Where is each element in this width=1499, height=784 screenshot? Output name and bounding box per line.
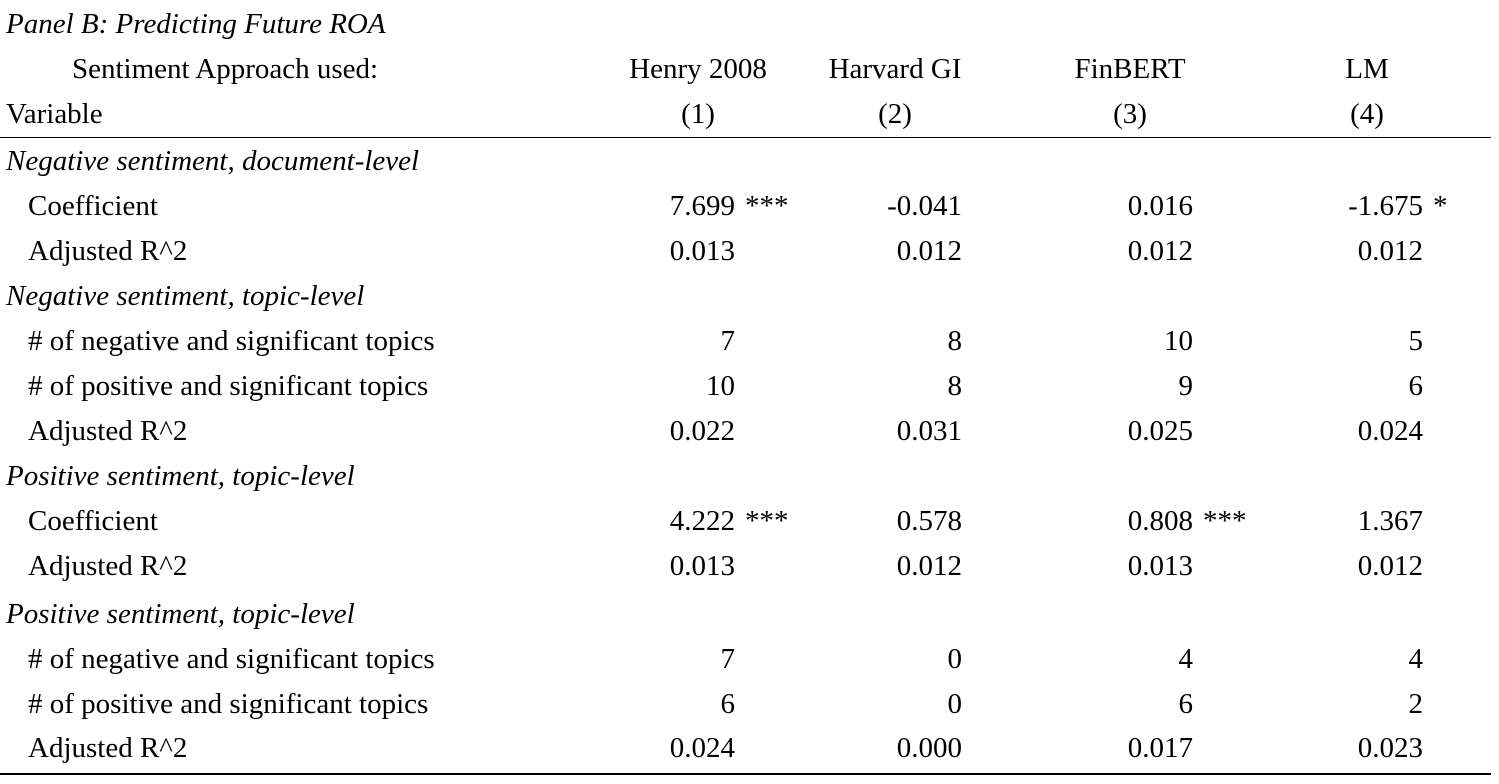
- header-row-approaches: [0, 45, 1499, 93]
- table-row: [0, 724, 1499, 772]
- table-row: [0, 680, 1499, 728]
- value-cell: 10: [706, 370, 735, 402]
- value-cell: 0.013: [669, 235, 735, 267]
- table-row: [0, 635, 1499, 683]
- column-index-3: (3): [1113, 98, 1147, 130]
- column-header-lm: LM: [1345, 53, 1389, 85]
- table-row: [0, 182, 1499, 230]
- value-cell: 10: [1164, 325, 1193, 357]
- section-title: Positive sentiment, topic-level: [6, 460, 355, 492]
- value-cell: 0.013: [1127, 550, 1193, 582]
- table-row: [0, 362, 1499, 410]
- row-label: Adjusted R^2: [28, 732, 188, 764]
- panel-title-row: [0, 0, 1499, 48]
- value-cell: 0.013: [669, 550, 735, 582]
- column-index-4: (4): [1350, 98, 1384, 130]
- row-label: Adjusted R^2: [28, 235, 188, 267]
- value-cell: 0.808: [1127, 505, 1193, 537]
- column-header-harvard: Harvard GI: [828, 53, 962, 85]
- section-title: Negative sentiment, document-level: [6, 145, 420, 177]
- value-cell: 0.012: [896, 550, 962, 582]
- table-bottom-rule: [0, 773, 1491, 775]
- significance-stars: ***: [745, 190, 789, 222]
- value-cell: 8: [947, 370, 962, 402]
- row-label: Coefficient: [28, 190, 158, 222]
- value-cell: 2: [1408, 688, 1423, 720]
- table-row: [0, 407, 1499, 455]
- value-cell: 0: [947, 688, 962, 720]
- section-title-row: [0, 452, 1499, 500]
- value-cell: 1.367: [1357, 505, 1423, 537]
- variable-label: Variable: [6, 98, 103, 130]
- value-cell: 0.024: [1357, 415, 1423, 447]
- value-cell: 6: [1178, 688, 1193, 720]
- value-cell: 0.017: [1127, 732, 1193, 764]
- section-title: Positive sentiment, topic-level: [6, 598, 355, 630]
- value-cell: 0.012: [1357, 550, 1423, 582]
- value-cell: 0.022: [669, 415, 735, 447]
- value-cell: 0.023: [1357, 732, 1423, 764]
- value-cell: 0.031: [896, 415, 962, 447]
- value-cell: -1.675: [1348, 190, 1423, 222]
- value-cell: 7: [720, 325, 735, 357]
- table-row: [0, 497, 1499, 545]
- table-row: [0, 317, 1499, 365]
- value-cell: 0: [947, 643, 962, 675]
- value-cell: 7: [720, 643, 735, 675]
- value-cell: -0.041: [887, 190, 962, 222]
- value-cell: 0.024: [669, 732, 735, 764]
- row-label: # of negative and significant topics: [28, 643, 435, 675]
- panel-title: Panel B: Predicting Future ROA: [6, 8, 386, 40]
- column-index-2: (2): [878, 98, 912, 130]
- table-row: [0, 542, 1499, 590]
- section-title-row: [0, 590, 1499, 638]
- value-cell: 7.699: [669, 190, 735, 222]
- value-cell: 0.578: [896, 505, 962, 537]
- value-cell: 0.000: [896, 732, 962, 764]
- row-label: Coefficient: [28, 505, 158, 537]
- column-header-henry: Henry 2008: [629, 53, 767, 85]
- value-cell: 0.012: [1357, 235, 1423, 267]
- section-title-row: [0, 137, 1499, 185]
- value-cell: 0.025: [1127, 415, 1193, 447]
- column-index-1: (1): [681, 98, 715, 130]
- significance-stars: *: [1433, 190, 1448, 222]
- value-cell: 9: [1178, 370, 1193, 402]
- value-cell: 6: [720, 688, 735, 720]
- row-label: # of positive and significant topics: [28, 370, 429, 402]
- value-cell: 0.012: [1127, 235, 1193, 267]
- value-cell: 4: [1408, 643, 1423, 675]
- row-label: # of positive and significant topics: [28, 688, 429, 720]
- row-label: # of negative and significant topics: [28, 325, 435, 357]
- value-cell: 4.222: [669, 505, 735, 537]
- row-label: Adjusted R^2: [28, 415, 188, 447]
- section-title-row: [0, 272, 1499, 320]
- column-header-finbert: FinBERT: [1074, 53, 1186, 85]
- value-cell: 6: [1408, 370, 1423, 402]
- header-row-indices: [0, 90, 1499, 138]
- significance-stars: ***: [745, 505, 789, 537]
- value-cell: 0.016: [1127, 190, 1193, 222]
- significance-stars: ***: [1203, 505, 1247, 537]
- value-cell: 4: [1178, 643, 1193, 675]
- row-label: Adjusted R^2: [28, 550, 188, 582]
- section-title: Negative sentiment, topic-level: [6, 280, 365, 312]
- value-cell: 8: [947, 325, 962, 357]
- value-cell: 5: [1408, 325, 1423, 357]
- approach-label: Sentiment Approach used:: [72, 53, 379, 85]
- value-cell: 0.012: [896, 235, 962, 267]
- table-row: [0, 227, 1499, 275]
